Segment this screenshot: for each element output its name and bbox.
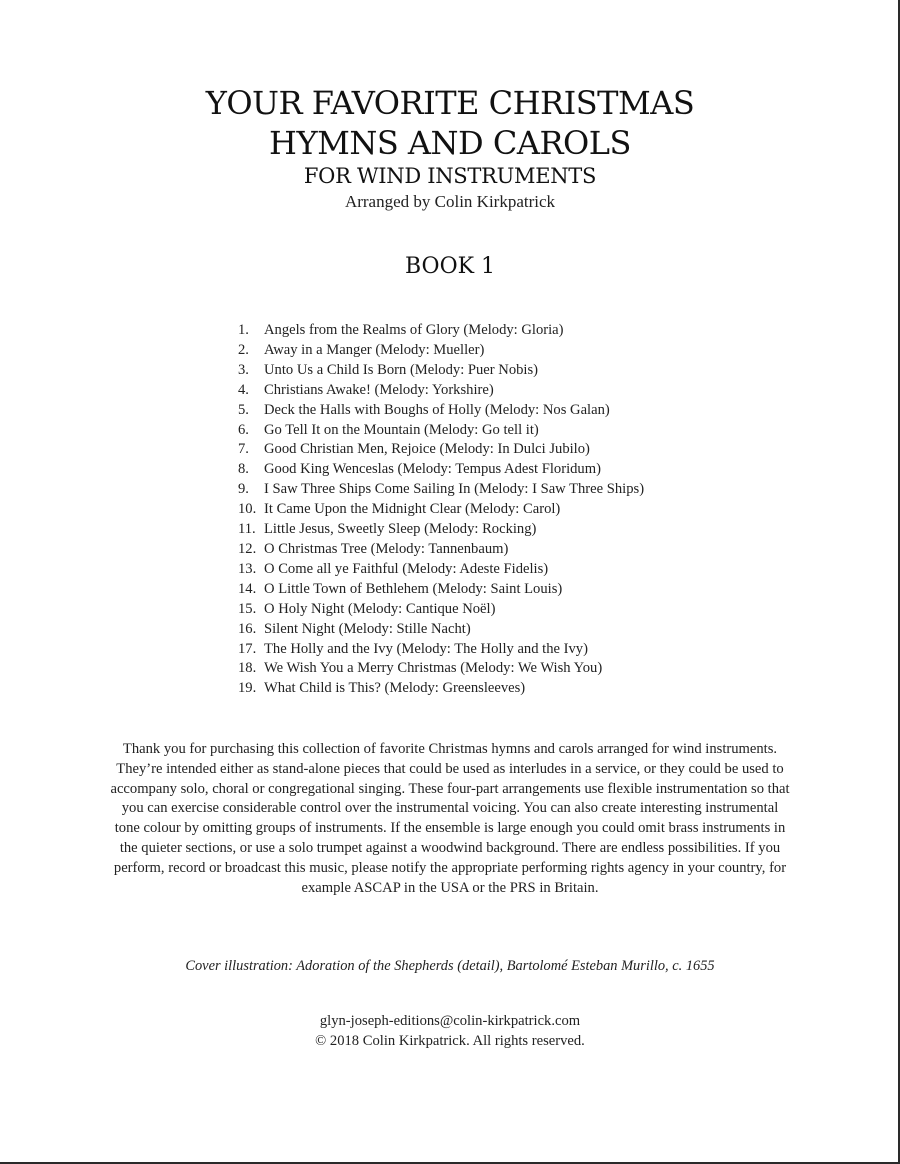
item-title: O Christmas Tree (Melody: Tannenbaum) bbox=[264, 540, 509, 557]
item-number: 12. bbox=[238, 540, 257, 557]
subtitle: FOR WIND INSTRUMENTS bbox=[303, 164, 597, 188]
item-number: 16. bbox=[238, 620, 257, 637]
item-number: 14. bbox=[238, 580, 257, 597]
item-title: Silent Night (Melody: Stille Nacht) bbox=[264, 620, 471, 637]
list-item bbox=[238, 381, 644, 401]
item-number: 1. bbox=[238, 322, 249, 338]
list-item bbox=[238, 500, 644, 520]
item-title: O Come all ye Faithful (Melody: Adeste Fidelis) bbox=[264, 560, 549, 577]
item-number: 15. bbox=[238, 600, 257, 617]
list-item bbox=[238, 580, 644, 600]
item-number: 7. bbox=[238, 441, 249, 458]
list-item bbox=[238, 341, 644, 361]
list-item bbox=[238, 401, 644, 421]
arranger-credit: Arranged by Colin Kirkpatrick bbox=[344, 192, 556, 211]
list-item bbox=[238, 361, 644, 381]
intro-paragraph: Thank you for purchasing this collection of favorite Christmas hymns and carols arranged for wind instruments. They’re intended either as stand-alone pieces that could be used as interludes in a service, or they could be used to accompany solo, choral or congregational singing. These four-part arrangements use flexible instrumentation so that you can exercise considerable control over the instrumental voicing. You can also create interesting instrumental tone colour by omitting groups of instruments. If the ensemble is large enough you could omit brass instruments in the quieter sections, or use a solo trumpet against a woodwind background. There are endless possibilities. If you perform, record or broadcast this music, please notify the appropriate performing rights agency in your country, for example ASCAP in the USA or the PRS in Britain. bbox=[110, 741, 790, 896]
list-item bbox=[238, 480, 644, 500]
cover-illustration-credit: Cover illustration: Adoration of the Shepherds (detail), Bartolomé Esteban Murillo, c. 1655 bbox=[185, 958, 715, 974]
list-item bbox=[238, 421, 644, 441]
title-line-1: YOUR FAVORITE CHRISTMAS bbox=[205, 84, 695, 122]
item-number: 2. bbox=[238, 341, 249, 358]
item-title: Good Christian Men, Rejoice (Melody: In Dulci Jubilo) bbox=[264, 441, 590, 458]
book-heading: BOOK 1 bbox=[404, 254, 496, 279]
item-number: 10. bbox=[238, 501, 257, 518]
item-number: 8. bbox=[238, 461, 249, 478]
list-item bbox=[238, 520, 644, 540]
item-title: Away in a Manger (Melody: Mueller) bbox=[264, 341, 485, 358]
item-number: 6. bbox=[238, 421, 249, 438]
item-number: 17. bbox=[238, 640, 257, 657]
list-item bbox=[238, 640, 644, 660]
item-title: Angels from the Realms of Glory (Melody: Gloria) bbox=[264, 322, 564, 338]
email-link[interactable]: glyn-joseph-editions@colin-kirkpatrick.com bbox=[319, 1013, 581, 1029]
item-number: 19. bbox=[238, 680, 257, 697]
contents-list bbox=[238, 321, 644, 699]
item-title: The Holly and the Ivy (Melody: The Holly and the Ivy) bbox=[264, 640, 588, 657]
list-item bbox=[238, 440, 644, 460]
item-number: 5. bbox=[238, 401, 249, 418]
item-title: We Wish You a Merry Christmas (Melody: We Wish You) bbox=[264, 660, 603, 677]
item-title: Go Tell It on the Mountain (Melody: Go tell it) bbox=[264, 421, 539, 438]
item-title: Deck the Halls with Boughs of Holly (Melody: Nos Galan) bbox=[264, 401, 610, 418]
item-title: O Little Town of Bethlehem (Melody: Saint Louis) bbox=[264, 580, 563, 597]
copyright-notice: © 2018 Colin Kirkpatrick. All rights reserved. bbox=[315, 1032, 585, 1049]
item-title: O Holy Night (Melody: Cantique Noël) bbox=[264, 600, 496, 617]
item-number: 4. bbox=[238, 381, 249, 398]
item-title: Little Jesus, Sweetly Sleep (Melody: Rocking) bbox=[264, 521, 537, 538]
title-line-2: HYMNS AND CAROLS bbox=[269, 124, 631, 162]
item-number: 3. bbox=[238, 361, 249, 378]
list-item bbox=[238, 321, 644, 341]
list-item bbox=[238, 679, 644, 699]
list-item bbox=[238, 659, 644, 679]
list-item bbox=[238, 600, 644, 620]
list-item bbox=[238, 460, 644, 480]
item-number: 11. bbox=[238, 521, 256, 538]
item-number: 13. bbox=[238, 560, 257, 577]
item-title: I Saw Three Ships Come Sailing In (Melody: I Saw Three Ships) bbox=[264, 481, 645, 498]
item-number: 9. bbox=[238, 481, 249, 498]
list-item bbox=[238, 620, 644, 640]
list-item bbox=[238, 560, 644, 580]
item-title: Good King Wenceslas (Melody: Tempus Adest Floridum) bbox=[264, 461, 601, 478]
list-item bbox=[238, 540, 644, 560]
contact-block bbox=[0, 1012, 900, 1052]
item-title: It Came Upon the Midnight Clear (Melody: Carol) bbox=[264, 501, 561, 518]
item-number: 18. bbox=[238, 660, 257, 677]
item-title: Unto Us a Child Is Born (Melody: Puer Nobis) bbox=[264, 361, 539, 378]
item-title: Christians Awake! (Melody: Yorkshire) bbox=[264, 381, 494, 398]
item-title: What Child is This? (Melody: Greensleeves) bbox=[264, 680, 526, 697]
